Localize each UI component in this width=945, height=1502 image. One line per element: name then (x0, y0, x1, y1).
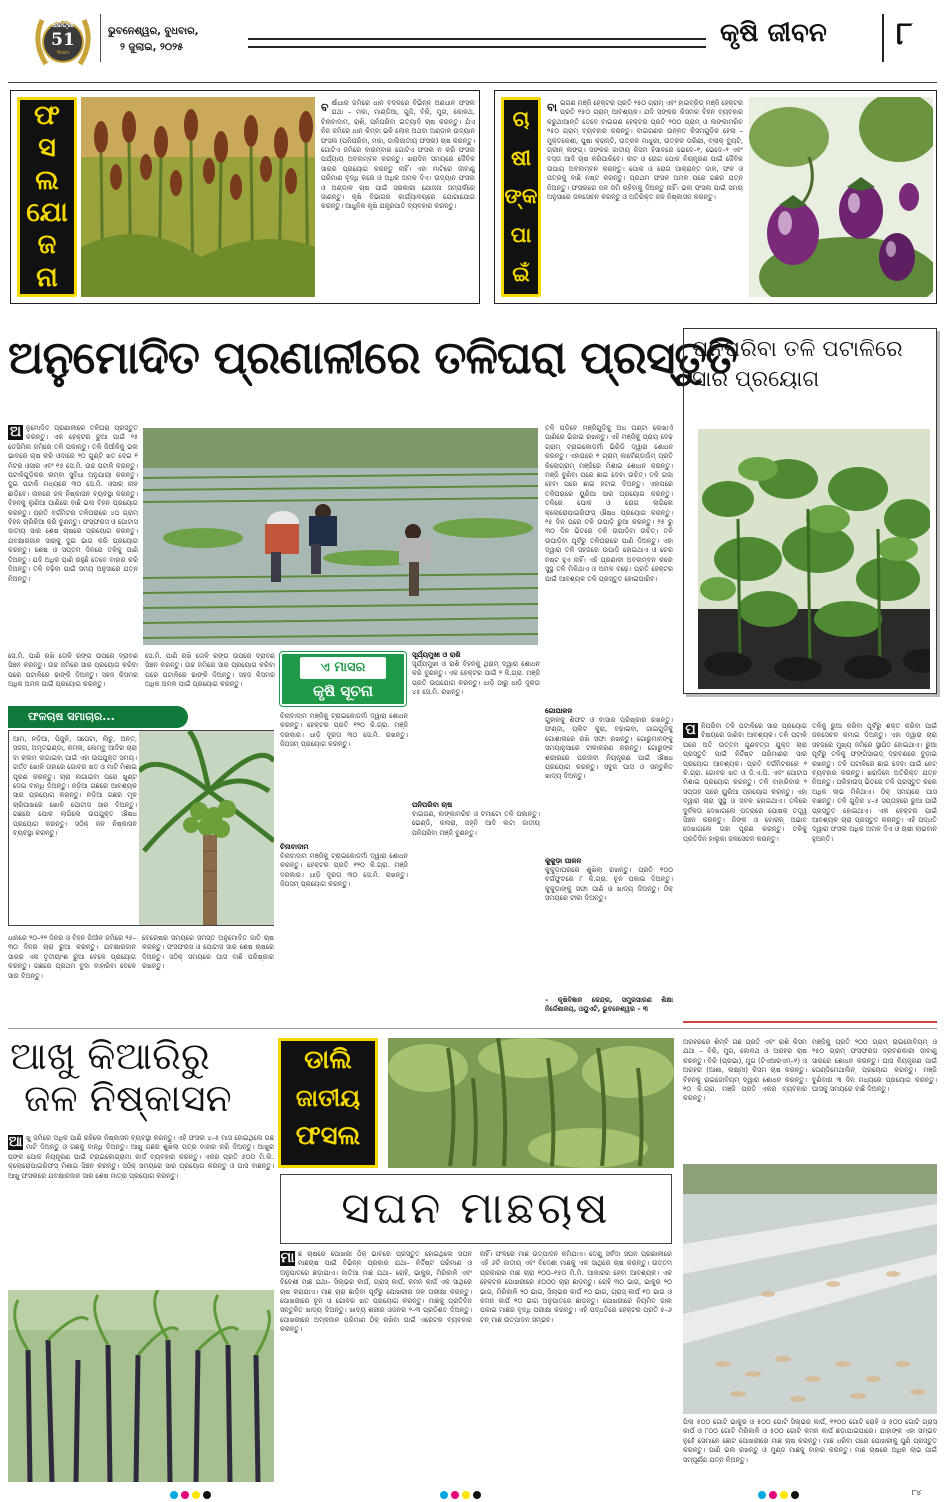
masthead-title-divider (882, 14, 884, 62)
article-body: ଅରହରରେ ଶିମ୍ବି ଗଛ ପ୍ରତି ଏବଂ ରାଶି କିସମ ଯଥା – ବିରି, ମୁଗ, କୋଳଥ ଓ ଅରହର ଚାଷ କରନ୍ତୁ। ବିରି (ପ୍ରଭା), ମୁଗ (ଟିଏଆରଏମ୍–୧) ଓ ଅରହର (ଆଶା, ଲକ୍ଷ୍ମୀ) କିସମ ଚାଷ କରନ୍ତୁ। ବିହନକୁ ରାଇଜୋବିୟମ୍ ଦ୍ୱାରା ଶୋଧନ କରନ୍ତୁ। ୧୦ କି.ଗ୍ରା. ମଞ୍ଜି ପ୍ରତି ଏକର ବ୍ୟବହାର କରନ୍ତୁ। (683, 1038, 807, 1103)
vertical-letter: ଚା (512, 106, 530, 131)
logo-brand: ଧରିତ୍ରୀ (52, 21, 74, 29)
main-story-kukuda (545, 866, 673, 956)
cyan-mark (440, 1491, 448, 1499)
masthead-divider (100, 14, 101, 62)
vertical-letter: ଜ (37, 229, 57, 261)
section-divider (8, 1028, 937, 1029)
fish-col3 (683, 1418, 937, 1482)
article-body: ମଞ୍ଜିକୁ ପ୍ରତି ୨୦୦ ଗ୍ରାମ୍ ରାଇଜୋବିୟମ୍ ଓ ୨୫୦ ଗ୍ରାମ୍ ଫସଫରସ ଦ୍ରବଣକାରୀ ଜୀବାଣୁ ସାରରେ ଶୋଧନ କରନ୍ତୁ। ଘାସ ନିୟନ୍ତ୍ରଣ ପାଇଁ ପେଣ୍ଡିମେଥାଲିନ୍ ପ୍ରୟୋଗ କରନ୍ତୁ। ମଞ୍ଜି ବୁଣିବାର ୩ ଦିନ ମଧ୍ୟରେ ପ୍ରୟୋଗ କରନ୍ତୁ। ଘାସକୁ ସମୟରେ ବାଛି ଦିଅନ୍ତୁ। (812, 1038, 937, 1094)
fruit-section-banner (8, 706, 188, 728)
article-body: ପିଲା ୫୦୦ ଗୋଟି ଭାକୁର ଓ ୫୦୦ ଗୋଟି ସିଲ୍ଭର କାର୍ପ, ୧୨୦୦ ଗୋଟି ରୋହି ଓ ୫୦୦ ଗୋଟି ଗ୍ରାସ୍ କାର୍ପ ଓ ୮୦୦ ଗୋଟି ମିରିକାଳି ଓ ୫୦୦ ଗୋଟି କମନ କାର୍ପ ଛଡ଼ାଯାଇପାରେ। ଯାହାଙ୍କ ଏହା ସମ୍ଭବ ନୁହେଁ ସେମାନେ ଛୋଟ ପୋଖରୀରେ ମାଛ ଚାଷ କରନ୍ତୁ। ମାଛ ଧରିବା ପରେ ପୋଖରୀକୁ ପୁଣି ପ୍ରସ୍ତୁତ କରନ୍ତୁ। ପାଣି ଭଲ ରଖନ୍ତୁ ଓ ମୁଣ୍ଡ ମାଛକୁ ବାହାର କରନ୍ତୁ। ମାଛ ଚାଷରେ ଅଧିକ ଲାଭ ପାଇଁ ସମ୍ପୂର୍ଣ୍ଣ ଯତ୍ନ ନିଅନ୍ତୁ। (683, 1418, 937, 1464)
registration-marks (758, 1491, 802, 1499)
pulses-title-1: ଡାଲି (304, 1045, 352, 1075)
vertical-letter: ପା (510, 223, 532, 248)
subhead-gopalana: ଗୋପାଳନ (545, 707, 573, 715)
main-story-col1b (8, 652, 138, 696)
vertical-title-fasal-yojana (17, 97, 77, 297)
vertical-letter: ଷୀ (510, 145, 532, 170)
article-body: ତଳି ପଡ଼ିବେ ମଞ୍ଜିଗୁଡ଼ିକୁ ଅଧ ଘଣ୍ଟା ଲେଖାଏଁ ପାଣିରେ ଭିଜାଇ ରଖନ୍ତୁ। ଏହି ମଞ୍ଜିକୁ ପ୍ରାୟ ଦେଢ଼ ଗ୍ରାମ୍ ଟ୍ରାଇକୋଡର୍ମା ଭିରିଡି ଦ୍ୱାରା ଶୋଧନ କରନ୍ତୁ। ଏହାପରେ ୧ ଗ୍ରାମ୍ କାର୍ବେଣ୍ଡାଜିମ୍ ପ୍ରତି କିଲୋଗ୍ରାମ୍ ମଞ୍ଜିରେ ମିଶାଇ ଶୋଧନ କରନ୍ତୁ। ମଞ୍ଜି ବୁଣିବା ପରେ ଛାଇ ଦେବା ଉଚିତ୍। ତଳି ଗଜା ହେବା ପରେ ଛାଇ ହଟାଇ ଦିଅନ୍ତୁ। ଏହାପରେ ତଳିଘରାରେ ୟୁରିଆ ସାର ପ୍ରୟୋଗ କରନ୍ତୁ। ତଳିରେ ପୋକ ଓ ରୋଗ ଲାଗିଲେ କ୍ଲୋରୋପାଇରିଫସ୍ ଔଷଧ ପ୍ରୟୋଗ କରନ୍ତୁ। ୨୫ ଦିନ ପରେ ତଳି ଉପାଡ଼ି ରୁଆ କରନ୍ତୁ। ୨୫ ରୁ ୩୦ ଦିନ ଭିତରେ ତଳି ଉପାଡ଼ିବା ଉଚିତ୍। ତଳି ଉପାଡ଼ିବା ପୂର୍ବରୁ ତଳିଘରାରେ ପାଣି ଦିଅନ୍ତୁ। ଏହା ଦ୍ୱାରା ତଳି ସହଜରେ ଉପାଡ଼ି ହୋଇଥାଏ ଓ ଚେର ନଷ୍ଟ ହୁଏ ନାହିଁ। ଏହି ପ୍ରଣାଳୀ ଅବଲମ୍ବନ କଲେ ସୁସ୍ଥ ତଳି ମିଳିଥାଏ ଓ ଅମଳ ବଢ଼େ। ପ୍ରତି ହେକ୍ଟର ପାଇଁ ଆବଶ୍ୟକ ତଳି ପ୍ରସ୍ତୁତ ହୋଇପାରିବ। (545, 424, 673, 583)
article-body: ଗୁହାଳକୁ ଶିଫଟ ଓ ବାସାର ପରିଷ୍କାର ରଖନ୍ତୁ। ଫଣ୍ଡା, ପ୍ଲିଟ କୁରା, ବଢ଼ାଇବା, ଗାଇଗୁଡ଼ିକୁ ଗୋଶାଳାରେ ରଖି ସଫା ରଖନ୍ତୁ। ଗୋରୁମାନଙ୍କୁ ସମୟାନୁସାରେ ଟୀକାକରଣ କରନ୍ତୁ। ଗୋରୁଙ୍କ ଶରୀରରେ ପରଜୀବୀ ନିୟନ୍ତ୍ରଣ ପାଇଁ ଔଷଧ ପ୍ରୟୋଗ କରନ୍ତୁ। ସବୁଜ ଘାସ ଓ ସନ୍ତୁଳିତ ଖାଦ୍ୟ ଦିଅନ୍ତୁ। (545, 716, 673, 781)
cyan-mark (170, 1491, 178, 1499)
fish-col1 (280, 1250, 472, 1482)
coconut-tree-photo (139, 731, 274, 925)
sugarcane-article (8, 1134, 274, 1286)
section-title: କୃଷି ଜୀବନ (720, 18, 827, 48)
vertical-letter: ଙ୍କ (504, 184, 538, 209)
veg-feature-headline-2: ସାର ପ୍ରୟୋଗ (692, 367, 820, 392)
top-right-article (547, 99, 743, 297)
anniversary-logo (28, 8, 98, 74)
article-credit: – କୃଷିବିଜ୍ଞାନ କେନ୍ଦ୍ର, ସମ୍ପ୍ରସାରଣ ଶିକ୍ଷା ନିର୍ଦ୍ଦେଶାଳୟ, ଓୟୁଏଟି, ଭୁବନେଶ୍ୱର – ୩ (545, 996, 673, 1014)
black-mark (203, 1491, 211, 1499)
yellow-mark (462, 1491, 470, 1499)
subhead-suryamukhi: ସୂର୍ଯ୍ୟମୁଖୀ ଓ ରାଶି (412, 651, 461, 659)
article-body: ଛ ଚାଷରେ ପୋଖରୀ ଠିକ୍ ଭାବରେ ପ୍ରସ୍ତୁତ ହୋଇଥିଲେ ସଘନ ମାଛଚାଷ ପାଇଁ ବିଭିନ୍ନ ପ୍ରକାର ଯଥା– ନିର୍ଦ୍ଦିଷ୍ଟ ପରିମାଣ ଓ ଅନୁପାତରେ ଛଡ଼ାଯାଏ। ଜାତିଆ ମାଛ ଯଥା– ରୋହି, ଭାକୁର, ମିରିକାଳି ଏବଂ ବିଦେଶୀ ମାଛ ଯଥା– ସିଲ୍ଭର କାର୍ପ, ଗ୍ରାସ୍ କାର୍ପ, କମନ କାର୍ପ ଏକ ସାଥିରେ ଚାଷ କରାଯାଏ। ମାଛ ଚାରା ଛାଡ଼ିବା ପୂର୍ବରୁ ପୋଖରୀର ଜଳ ପରୀକ୍ଷା କରନ୍ତୁ। ପୋଖରୀରେ ଚୂନ ଓ ଗୋବର ଖତ ପ୍ରୟୋଗ କରନ୍ତୁ। ମାଛକୁ ପ୍ରତିଦିନ ସନ୍ତୁଳିତ ଖାଦ୍ୟ ଦିଅନ୍ତୁ। ଖାଦ୍ୟ ଶରୀର ଓଜନର ୨–୩ ପ୍ରତିଶତ ଦିଅନ୍ତୁ। ପୋଖରୀରେ ଅମ୍ଳଜାନ ପରିମାଣ ଠିକ୍ ରଖିବା ପାଇଁ ଏରେଟର ବ୍ୟବହାର କରନ୍ତୁ। (280, 1250, 472, 1334)
vertical-title-chashinka-pain (501, 97, 541, 297)
vertical-letter: ନା (36, 261, 58, 293)
fish-pond-photo (683, 1164, 937, 1414)
pulses-title-3: ଫସଲ (295, 1121, 361, 1151)
main-story-col3 (545, 424, 673, 620)
fish-col2 (480, 1250, 672, 1482)
drop-cap: ଆ (8, 1134, 23, 1150)
masthead-rule (248, 38, 706, 48)
article-body: ଚିନାବାଦାମ ମଞ୍ଜିକୁ ଟ୍ରାଇକୋଡର୍ମା ଦ୍ୱାରା ଶୋଧନ କରନ୍ତୁ। ହେକ୍ଟର ପ୍ରତି ୧୨୦ କି.ଗ୍ରା. ମଞ୍ଜି ଦରକାର। ଧାଡ଼ି ଦୂରତା ୩୦ ସେ.ମି. ରଖନ୍ତୁ। ଜିପସମ୍ ପ୍ରୟୋଗ କରନ୍ତୁ। (280, 852, 408, 889)
pulses-col2 (812, 1038, 937, 1150)
article-body: ର୍ଷାଧାର ଜମିରେ ଧାନ ବଦଳରେ ବିଭିନ୍ନ ଅଣଧାନ ଫସଲ ଯଥା – ମକା, ମାଣ୍ଡିଆ, ଗୁଜି, ବିରି, ମୁଗ, କୋଳଥ, ଚିନାବାଦାମ, ରାଶି, ପନିପରିବା ଇତ୍ୟାଦି ଚାଷ କରନ୍ତୁ। ଯିଏ ନିଜ ଜମିରେ ଧାନ କିମ୍ବା ଭଳି ଲୋକ ଅଥବା ଅଣ୍ଡାଳ ଉଦ୍ୟାନ ଫସଲ (ପନିପରିବା, ମକା, ଡାଲିଜାତୀୟ ଫସଲ) ଚାଷ କରନ୍ତୁ। ଗୋଟିଏ ଜମିରେ ବାରମ୍ବାର ଗୋଟିଏ ଫସଲ ନ କରି ଫସଲ ପର୍ଯ୍ୟାୟ ଅବଲମ୍ବନ କରନ୍ତୁ। ଖରାଦିନ ସମୟରେ ଜୈବିକ ସାରର ପ୍ରୟୋଗ କରନ୍ତୁ ନାହିଁ। ଏହା ମାଟିରେ ଜୀବାଣୁ ପରିମାଣ ବୃଦ୍ଧି କରେ ଓ ଅଧିକ ଅମଳ ଦିଏ। ଉଦ୍ୟାନ ଫସଲ ଓ ଅଣ୍ଡାଳ ଚାଷ ପାଇଁ ସରକାରୀ ଯୋଜନା ସମ୍ପର୍କରେ ଜାଣନ୍ତୁ। କୃଷି ବିଭାଗର କାର୍ଯ୍ୟାଳୟରେ ଯୋଗାଯୋଗ କରନ୍ତୁ। ଆଧୁନିକ କୃଷି ଯନ୍ତ୍ରପାତି ବ୍ୟବହାର କରନ୍ତୁ। (321, 99, 475, 211)
monthly-panipariba (412, 810, 540, 1010)
logo-years-word: Years (56, 50, 70, 56)
drop-cap: ବ (321, 101, 329, 114)
dateline-date: ୨ ଜୁଲାଇ, ୨୦୨୫ (120, 42, 184, 53)
subhead-panipariba: ପନିପରିବା ଚାଷ (412, 801, 453, 809)
vertical-letter: ଲ (35, 164, 59, 196)
article-body: ସୂର୍ଯ୍ୟମୁଖୀ ଓ ରାଶି ବିହନକୁ ଥିରାମ୍ ଦ୍ୱାରା ଶୋଧନ କରି ବୁଣନ୍ତୁ। ଏକ ହେକ୍ଟର ପାଇଁ ୨ କି.ଗ୍ରା. ମଞ୍ଜି ପ୍ରତି ଉପଯୋଗ କରନ୍ତୁ। ଧାଡ଼ି ଠାରୁ ଧାଡ଼ି ଦୂରତା ୪୫ ସେ.ମି. ରଖନ୍ତୁ। (412, 660, 540, 697)
fruit-bottom-col-b (142, 934, 274, 1024)
page-code: ୮୪ (912, 1488, 922, 1497)
sugarcane-field-photo (8, 1290, 274, 1482)
article-body: ବେରେଷର ସମୟରେ ସମସ୍ତ ଅନୁମୋଦିତ ଜାତି ଚାଷ କରନ୍ତୁ। ଫସଫରସ ଓ ପୋଟାସ ସାର ଶେଷ ଚାଷରେ ଦିଅନ୍ତୁ। ସଠିକ୍ ସମୟରେ ଘାସ ବାଛି ପରିଷ୍କାର ରଖନ୍ତୁ। (142, 934, 274, 971)
bean-plant-photo (388, 1038, 674, 1168)
article-body: ନିପରିବା ତଳି ପଟାଳିରେ ସାର ପ୍ରୟୋଗ ବିଷୟରେ ଜାଣିବା ଆବଶ୍ୟକ। ତଳି ପଟାଳି ଘରେ ଅତି ଉତ୍ତମ ଗୁଣବତ୍ତା ଯୁକ୍ତ ଚାରା ପ୍ରସ୍ତୁତି ପାଇଁ ନିର୍ଦ୍ଦିଷ୍ଟ ପରିମାଣର ସାର ପ୍ରୟୋଗ ଆବଶ୍ୟକ। ପ୍ରତି ବର୍ଗମିଟରରେ ୨ କି.ଗ୍ରା. ଗୋବର ଖତ ଓ ଡି.ଏ.ପି. ଏବଂ ପୋଟାସ ମିଶାଇ ପ୍ରୟୋଗ କରନ୍ତୁ। ତଳି ବାହାରିବାର ୨ ସପ୍ତାହ ପରେ ୟୁରିଆ ପ୍ରୟୋଗ କରନ୍ତୁ। ଏହା ଦ୍ୱାରା ଚାରା ସୁସ୍ଥ ଓ ସବଳ ହୋଇଥାଏ। ତଳିରେ ଦୁର୍ବଳତା ଦେଖାଗଲେ ପତ୍ରରେ ପୋଷକ ତତ୍ତ୍ୱ ସିଞ୍ଚନ କରନ୍ତୁ। ଜିଙ୍କ ଓ ବୋରନ୍ ଅଭାବ ଦେଖାଗଲେ ତାହା ପୂରଣ କରନ୍ତୁ। ତଳିକୁ ପ୍ରତିଦିନ ହାଲୁକା ଜଳସେଚନ କରନ୍ତୁ। (683, 722, 807, 843)
fruit-section-title: ଫଳଚାଷ ସମାଚାର... (28, 710, 115, 723)
cyan-mark (758, 1491, 766, 1499)
subhead-chinabadam: ଚିନାବାଦାମ (280, 843, 309, 851)
article-body: ଧାନରେ ୨୦–୨୨ ଦିନର ଓ ବିହନ ଜିଆଁଳ ଜମିରେ ୨୫–୩୦ ଦିନର ଚାରା ରୁଆ କରନ୍ତୁ। ଯବକ୍ଷାରଜାନ ସାରର ଏକ ତୃତୀୟାଂଶ ରୁଆ ବେଳେ ପ୍ରୟୋଗ କରନ୍ତୁ। ଗଛରେ ପ୍ରଥମ ବୁଦା ବାହାରିବା ବେଳେ ସାର ଦିଅନ୍ତୁ। (8, 934, 136, 980)
yellow-mark (192, 1491, 200, 1499)
masthead (0, 0, 945, 80)
article-body: ସେ.ମି. ପାଣି ରଖି ତୋଳି ରଙ୍ଗ ଉପରେ ଦ୍ରାବଣ ସିଞ୍ଚନ କରନ୍ତୁ। ଉଚ୍ଚ ଜମିରେ ସାର ପ୍ରୟୋଗ କରିବା ପରେ ପଟାଳିରେ ଢାଙ୍କି ଦିଅନ୍ତୁ। ସହଜ କିସମର ଅଧିକ ଅମଳ ପାଇଁ ପ୍ରୟୋଗ କରନ୍ତୁ। (145, 652, 275, 689)
article-body: ନାହିଁ। ଫଳରେ ମାଛ ଉତ୍ପାଦନ କମିଯାଏ। ତେଣୁ ସର୍ବଦା ସଘନ ପ୍ରଣାଳୀରେ ଏହି ୬ଟି ଜାତୀୟ ଏବଂ ବିଦେଶୀ ମାଛକୁ ଏକ ସାଥିରେ ଚାଷ କରନ୍ତୁ। ଉତ୍ତମ ପ୍ରକାରର ମାଛ ଚାରା ୧୦୦–୧୫୦ ମି.ମି. ଆକାରର ହେବା ଆବଶ୍ୟକ। ଏକ ହେକ୍ଟର ପୋଖରୀରେ ୫୦୦୦ ଚାରା ଛାଡ଼ନ୍ତୁ। ରୋହି ୩୦ ଭାଗ, ଭାକୁର ୨୦ ଭାଗ, ମିରିକାଳି ୨୦ ଭାଗ, ସିଲ୍ଭର କାର୍ପ ୧୦ ଭାଗ, ଗ୍ରାସ୍ କାର୍ପ ୧୦ ଭାଗ ଓ କମନ କାର୍ପ ୧୦ ଭାଗ ଅନୁପାତରେ ଛାଡ଼ନ୍ତୁ। ପୋଖରୀରେ ନିୟମିତ ଜାଲ ପକାଇ ମାଛର ବୃଦ୍ଧି ପରୀକ୍ଷା କରନ୍ତୁ। ଏହି ପଦ୍ଧତିରେ ହେକ୍ଟର ପ୍ରତି ୫–୬ ଟନ୍ ମାଛ ଉତ୍ପାଦନ ସମ୍ଭବ। (480, 1250, 672, 1324)
article-body: ଇଗଣ ମଞ୍ଜି ହେକ୍ଟର ପ୍ରତି ୨୫୦ ଗ୍ରାମ୍ ଏବଂ ହାଇବ୍ରିଡ୍ ମଞ୍ଜି ହେକ୍ଟର ପ୍ରତି ୧୫୦ ଗ୍ରାମ୍ ଆବଶ୍ୟକ। ଯଦି ସଙ୍କର କିସମର ବିହନ ବ୍ୟବହାର କରୁଥାଆନ୍ତି ତେବେ ବାଇଗଣ ହେକ୍ଟର ପ୍ରତି ୨୦୦ ଗ୍ରାମ୍ ଓ ଲଙ୍କାମରିଚ ୨୫୦ ଗ୍ରାମ୍ ବ୍ୟବହାର କରନ୍ତୁ। ବାଇଗଣର ଉନ୍ନତ କିସମଗୁଡ଼ିକ ହେଲା – ମୁକ୍ତକେଶୀ, ପୁଷା କ୍ରାନ୍ତି, ଉତ୍କଳ ମାଧୁରୀ, ଉତ୍କଳ ତାରିଣୀ, ବ୍ଲାକ୍ ବ୍ୟୁଟି, ଗ୍ରୀନ୍ ଲଙ୍ଗ୍। ସଙ୍କର ଜାତୀୟ କିସମ ହିସାବରେ ଭେଦେ–୧, ଭେଦେ–୨ ଏବଂ ବସ୍ତା ଆଦି ଚାଷ କରିପାରିବେ। କୀଟ ଓ ରୋଗ ପୋକ ନିୟନ୍ତ୍ରଣ ପାଇଁ ଜୈବିକ ଉପାୟ ଅବଲମ୍ବନ କରନ୍ତୁ। ପୋକ ଓ ରୋଗ ଆକ୍ରାନ୍ତ ଡାଳ, ଫଳ ଓ ପତ୍ରକୁ ବାଛି ନଷ୍ଟ କରନ୍ତୁ। ପ୍ରଥମ ଫସଳ ଅମଳ ପରେ ଗଛର ଯତ୍ନ ନିଅନ୍ତୁ। ଫସଲରେ ଜଳ ଜମି ରହିବାକୁ ଦିଅନ୍ତୁ ନାହିଁ। ଭଲ ଫସଲ ପାଇଁ ସମୟ ଅନୁସାରେ ଜଳସେଚନ କରନ୍ତୁ ଓ ଅତିରିକ୍ତ ଜଳ ନିଷ୍କାସନ କରନ୍ତୁ। (547, 99, 743, 202)
veg-feature-col2 (812, 722, 937, 1022)
top-right-box (494, 90, 937, 304)
article-body: ନୁମୋଦିତ ପ୍ରଣାଳୀରେ ତଳିଘରା ପ୍ରସ୍ତୁତ କରନ୍ତୁ। ଏକ ହେକ୍ଟର ରୁଆ ପାଇଁ ୨୫ ଡେସିମିଲ ଜମିରେ ତଳି ପକାନ୍ତୁ। ତଳି ଜିଆଁଳିକୁ ଭଲ ଭାବରେ ଚାଷ କରି ଓଦାରେ ୨୦ ଗୁଣ୍ଟି ଖତ ଦେଇ ୧ ମିଟର ଓସାର ଏବଂ ୧୫ ସେ.ମି. ଉଚ୍ଚ ପଟାଳି କରନ୍ତୁ। ପଟାଳିଗୁଡ଼ିକର ଲମ୍ବା ସୁବିଧା ଅନୁଯାୟୀ କରନ୍ତୁ। ଦୁଇ ପଟାଳି ମଧ୍ୟରେ ୩୦ ସେ.ମି. ଓସାର ନାଳ ଛାଡ଼ିବେ। ନାଳରେ ଜଳ ନିଷ୍କାସନ ବ୍ୟବସ୍ଥା କରନ୍ତୁ। ବିହନକୁ ଲୁଣିଆ ପାଣିରେ ବାଛି ଭଲ ବିହନ ପ୍ରୟୋଗ କରନ୍ତୁ। ପ୍ରତି ବର୍ଗମିଟର ତଳିଘରାରେ ୪୦ ଗ୍ରାମ୍ ବିହନ ଚାରିକିଆ କରି ବୁଣନ୍ତୁ। ଫସ୍‌ଫରସ ଓ ପୋଟାସ ଜାତୀୟ ସାର ଶେଷ ଚାଷରେ ପ୍ରୟୋଗ କରନ୍ତୁ। ଯବକ୍ଷାରଜାନ ସାରକୁ ଦୁଇ ଭାଗ କରି ପ୍ରୟୋଗ କରନ୍ତୁ। ଶେଷ ଓ ସପ୍ତମ ଦିନରେ ତଳିକୁ ପାଣି ଦିଅନ୍ତୁ। ଯଦି ଅଧିକ ପାଣି ରହୁଛି ତେବେ ବାହାର କରି ଦିଅନ୍ତୁ। ତଳି ବଢ଼ିବା ପାଇଁ ସମୟ ଅନୁସାରେ ଯତ୍ନ ନିଅନ୍ତୁ। (8, 424, 138, 583)
page-number: ୮ (896, 14, 913, 52)
vertical-letter: ଯୋ (26, 197, 68, 229)
masthead-bottom-rule (8, 82, 937, 83)
article-body: ଚିନାବାଦାମ ମଞ୍ଜିକୁ ଟ୍ରାଇକୋଡର୍ମା ଦ୍ୱାରା ଶୋଧନ କରନ୍ତୁ। ହେକ୍ଟର ପ୍ରତି ୧୨୦ କି.ଗ୍ରା. ମଞ୍ଜି ଦରକାର। ଧାଡ଼ି ଦୂରତା ୩୦ ସେ.ମି. ରଖନ୍ତୁ। ଜିପସମ୍ ପ୍ରୟୋଗ କରନ୍ତୁ। (280, 712, 408, 749)
registration-marks (170, 1491, 214, 1499)
logo-years-number: 51 (51, 30, 75, 50)
veg-feature-col1 (683, 722, 807, 1022)
vegetable-seedlings-photo (698, 429, 930, 689)
veg-feature-headline-1: ପନିପରିବା ତଳି ପଟାଳିରେ (692, 337, 903, 362)
registration-marks (440, 1491, 484, 1499)
article-body: ସେ.ମି. ପାଣି ରଖି ତୋଳି ରଙ୍ଗ ଉପରେ ଦ୍ରାବଣ ସିଞ୍ଚନ କରନ୍ତୁ। ଉଚ୍ଚ ଜମିରେ ସାର ପ୍ରୟୋଗ କରିବା ପରେ ପଟାଳିରେ ଢାଙ୍କି ଦିଅନ୍ତୁ। ସହଜ କିସମର ଅଧିକ ଅମଳ ପାଇଁ ପ୍ରୟୋଗ କରନ୍ତୁ। (8, 652, 138, 689)
top-left-article (321, 99, 475, 297)
drop-cap: ପ (683, 723, 698, 738)
article-body: ତଳିକୁ ରୁଆ କରିବା ପୂର୍ବରୁ ଶକ୍ତ କରିବା ପାଇଁ ଜଳସେଚନ କମାଇ ଦିଅନ୍ତୁ। ଏହା ଦ୍ୱାରା ଚାରା ସହଜରେ ମୁଖ୍ୟ ଜମିରେ ସ୍ଥାପିତ ହୋଇଥାଏ। ରୁଆ ପୂର୍ବରୁ ତଳିକୁ ଫଙ୍ଗିସାଇଡ୍ ଦ୍ରବଣରେ ବୁଡ଼ାଇ ରଖନ୍ତୁ। ତଳି ପଟାଳିରେ ଛାଇ ଦେବା ପାଇଁ ନେଟ୍ ବ୍ୟବହାର କରନ୍ତୁ। ଖରାଦିନେ ଅତିରିକ୍ତ ଯତ୍ନ ନିଅନ୍ତୁ। ପଲିହାଉସ୍ ଭିତରେ ତଳି ପ୍ରସ୍ତୁତ କଲେ ଅଧିକ ଲାଭ ମିଳିଥାଏ। ଠିକ୍ ସମୟରେ ଘାସ ବାଛନ୍ତୁ। ତଳି ଗୁଡ଼ିକ ୪–୫ ସପ୍ତାହରେ ରୁଆ ପାଇଁ ପ୍ରସ୍ତୁତ ହୋଇଥାଏ। ଏକ ହେକ୍ଟର ପାଇଁ ଆବଶ୍ୟକ ଚାରା ପ୍ରସ୍ତୁତ କରନ୍ତୁ। ଏହି ପଦ୍ଧତି ଦ୍ୱାରା ଫସଲ ଅଧିକ ଅମଳ ଦିଏ ଓ ଚାଷୀ ଲାଭବାନ ହୁଅନ୍ତି। (812, 722, 937, 843)
main-story-gopalana (545, 716, 673, 856)
main-story-col1 (8, 424, 138, 660)
yellow-mark (780, 1491, 788, 1499)
monthly-chinabadam (280, 852, 408, 1022)
main-story-col1-cont (145, 652, 275, 696)
veg-feature-end-marker (683, 1018, 937, 1023)
top-left-box (10, 90, 480, 304)
black-mark (791, 1491, 799, 1499)
article-body: କୁକୁଡ଼ାଘରରେ ଶୁଖିଲା ରଖନ୍ତୁ। ପ୍ରତି ୧୦୦ ବର୍ଗଫୁଟରେ ୮ କି.ଗ୍ରା. ଚୂନ ପକାଇ ଦିଅନ୍ତୁ। କୁକୁଡ଼ାଙ୍କୁ ସଫା ପାଣି ଓ ଖାଦ୍ୟ ଦିଅନ୍ତୁ। ଠିକ୍ ସମୟରେ ଟୀକା ଦିଅନ୍ତୁ। (545, 866, 673, 903)
vertical-letter: ଇଁ (512, 262, 530, 287)
millet-field-photo (81, 97, 315, 297)
pulses-title-box (278, 1038, 378, 1168)
sugarcane-headline-1: ଆଖୁ କିଆରିରୁ (10, 1034, 210, 1078)
brinjal-plant-photo (749, 97, 933, 297)
main-headline: ଅନୁମୋଦିତ ପ୍ରଣାଳୀରେ ତଳିଘରା ପ୍ରସ୍ତୁତି (8, 331, 737, 384)
monthly-suryamukhi (412, 660, 540, 798)
footer-bar (0, 1488, 945, 1502)
dateline-city: ଭୁବନେଶ୍ୱର, ବୁଧବାର, (108, 26, 199, 37)
badge-line2: କୃଷି ସୂଚନା (313, 682, 373, 700)
subhead-kukuda-palana: କୁକୁଡ଼ା ପାଳନ (545, 857, 582, 865)
drop-cap: ବା (547, 101, 558, 114)
article-body: ଆମ, ନଡ଼ିଆ, ପିଜୁଳି, ସପେଟା, ଲିଚୁ, ଅନ୍ତ, ସଜନା, ଅମୃତଭଣ୍ଡା, କମଳା, ଲେମ୍ବୁ ଆଦିର ଚାରା ବା କଲମ ଲଗାଇବା ପାଇଁ ଏହା ଉପଯୁକ୍ତ ସମୟ। ଗର୍ତ୍ତ ଖୋଳି ତାହାରେ ଗୋବର ଖତ ଓ ମାଟି ମିଶାଇ ପୂରଣ କରନ୍ତୁ। ଚାରା ଲଗାଇବା ପରେ ଖୁଣ୍ଟ ଦେଇ ବାନ୍ଧି ଦିଅନ୍ତୁ। ନଡ଼ିଆ ଗଛରେ ଆବଶ୍ୟକ ସାର ପ୍ରୟୋଗ କରନ୍ତୁ। ନଡ଼ିଆ ଗଛର ମୂଳ ଚାରିପାଖରେ ଖୋଳି ପୋଟାସ ସାର ଦିଅନ୍ତୁ। ଗଛରେ ପୋକ ଲାଗିଲେ ଉପଯୁକ୍ତ ଔଷଧ ପ୍ରୟୋଗ କରନ୍ତୁ। ସଠିକ୍ ଜଳ ନିଷ୍କାସନ ବ୍ୟବସ୍ଥା କରନ୍ତୁ। (13, 735, 137, 838)
drop-cap: ମା (280, 1250, 295, 1266)
fruit-section-box (8, 730, 274, 926)
pulses-col1 (683, 1038, 807, 1150)
fruit-bottom-col-a (8, 934, 136, 1024)
vertical-letter: ସ (38, 132, 56, 164)
vertical-letter: ଫ (34, 100, 60, 132)
monthly-info-badge (280, 652, 406, 706)
fish-headline: ସଘନ ମାଛଚାଷ (341, 1183, 611, 1234)
drop-cap: ଅ (9, 424, 22, 440)
black-mark (473, 1491, 481, 1499)
magenta-mark (451, 1491, 459, 1499)
fish-headline-box (280, 1174, 672, 1244)
article-body: ଖୁ ଜମିରେ ଅଧିକ ପାଣି ରହିଲେ ନିଷ୍କାସନ ବ୍ୟବସ୍ଥା କରନ୍ତୁ। ଏହି ଫସଲ ୪–୫ ମାସ ହୋଇଥିଲେ ଗଛ ମାଟି ଦିଅନ୍ତୁ ଓ ଗଛକୁ ବାନ୍ଧି ଦିଅନ୍ତୁ। ଆଖୁ ଗଛର ଶୁଖିଲା ପତ୍ର ବାହାର କରି ଦିଅନ୍ତୁ। ଆଖୁର ପଙ୍କ ପୋକ ନିୟନ୍ତ୍ରଣ ପାଇଁ ଟ୍ରାଇକୋଗ୍ରାମା କାର୍ଡ ବ୍ୟବହାର କରନ୍ତୁ। ଏକର ପ୍ରତି ୫୦୦ ମି.ଲି. କ୍ଲୋରୋପାଇରିଫସ୍ ମିଶାଇ ସିଞ୍ଚନ କରନ୍ତୁ। ସଠିକ୍ ସମୟରେ ସାର ପ୍ରୟୋଗ କରନ୍ତୁ ଓ ଘାସ ବାଛନ୍ତୁ। ଆଖୁ ଫସଲରେ ଯବକ୍ଷାରଜାନ ସାର ଶେଷ ମାତ୍ରା ପ୍ରୟୋଗ କରନ୍ତୁ। (8, 1134, 274, 1180)
badge-line1: ଏ ମାସର (300, 657, 386, 679)
veg-feature-box (683, 328, 937, 694)
fruit-section-body (13, 735, 137, 921)
article-body: ବାଇଗଣ, ଲଙ୍କାମରିଚ ଓ ଟମାଟୋ ତଳି ପକାନ୍ତୁ। ଭେଣ୍ଡି, କଲରା, ଜହ୍ନି ଆଦି ଲଟା ଜାତୀୟ ପନିପରିବା ମଞ୍ଜି ବୁଣନ୍ତୁ। (412, 810, 540, 837)
monthly-left-column (280, 712, 408, 842)
pulses-title-2: ଜାତୀୟ (295, 1084, 361, 1112)
magenta-mark (181, 1491, 189, 1499)
rice-transplanting-photo (143, 428, 538, 645)
sugarcane-headline-2: ଜଳ ନିଷ୍କାସନ (24, 1076, 232, 1120)
magenta-mark (769, 1491, 777, 1499)
